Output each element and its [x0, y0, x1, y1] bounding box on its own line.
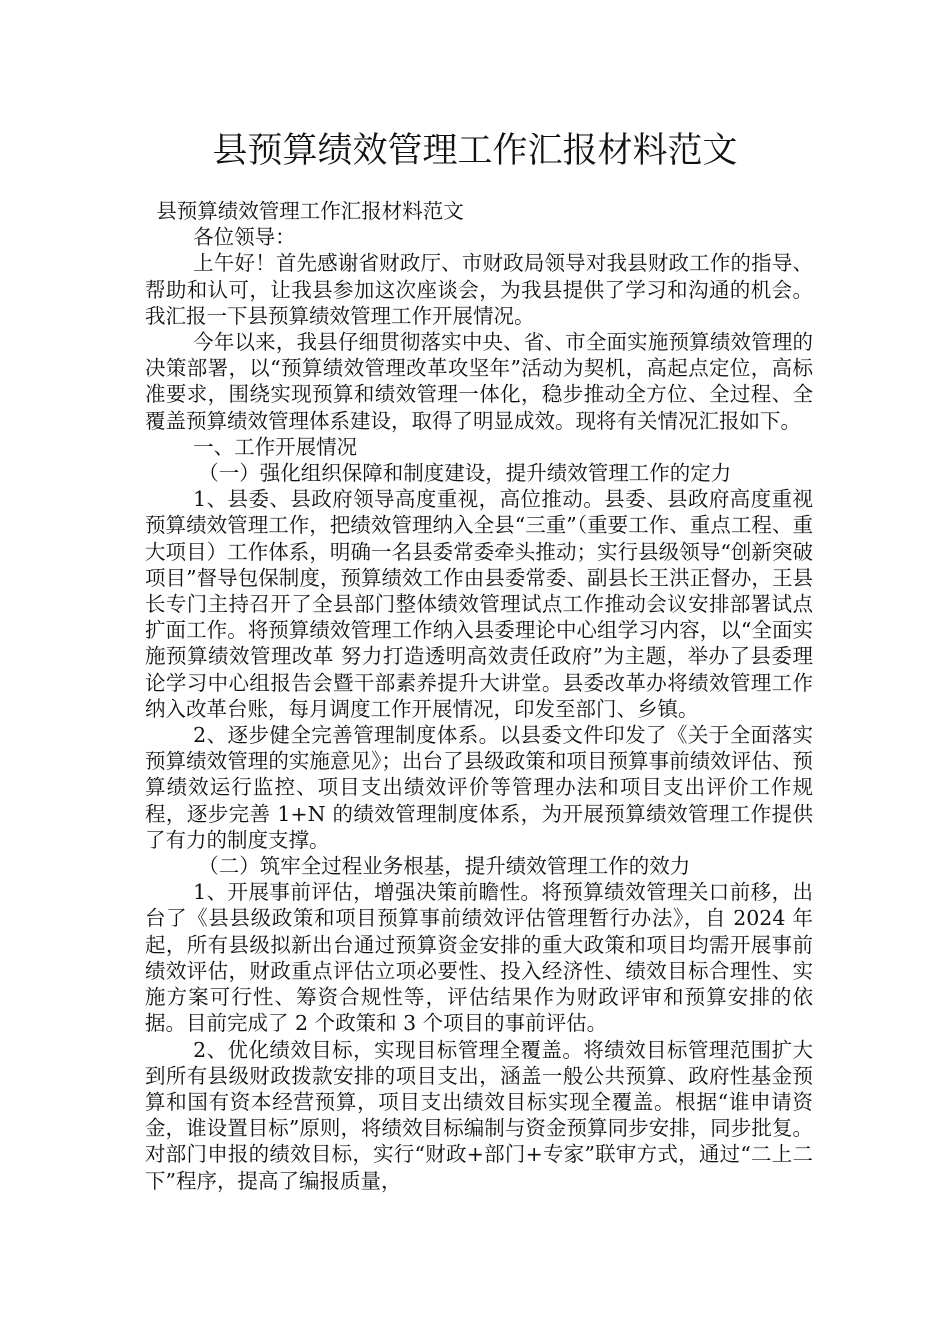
paragraph-leadership: 1、县委、县政府领导高度重视，高位推动。县委、县政府高度重视预算绩效管理工作，把绩效管理纳入全县“三重”（重要工作、重点工程、重大项目）工作体系，明确一名县委常委牵头推动；实行县级领导“创新突破项目”督导包保制度，预算绩效工作由县委常委、副县长王洪正督办，王县长专门主持召开了全县部门整体绩效管理试点工作推动会议安排部署试点扩面工作。将预算绩效管理工作纳入县委理论中心组学习内容，以“全面实施预算绩效管理改革 努力打造透明高效责任政府”为主题，举办了县委理论学习中心组报告会暨干部素养提升大讲堂。县委改革办将绩效管理工作纳入改革台账，每月调度工作开展情况，印发至部门、乡镇。 [145, 487, 813, 721]
document-body [145, 198, 813, 1194]
subsection-heading-process: （二）筑牢全过程业务根基，提升绩效管理工作的效力 [198, 854, 691, 879]
paragraph-intro: 今年以来，我县仔细贯彻落实中央、省、市全面实施预算绩效管理的决策部署，以“预算绩效管理改革攻坚年”活动为契机，高起点定位，高标准要求，围绕实现预算和绩效管理一体化，稳步推动全方位、全过程、全覆盖预算绩效管理体系建设，取得了明显成效。现将有关情况汇报如下。 [145, 330, 813, 433]
paragraph-performance-targets: 2、优化绩效目标，实现目标管理全覆盖。将绩效目标管理范围扩大到所有县级财政拨款安排的项目支出，涵盖一般公共预算、政府性基金预算和国有资本经营预算，项目支出绩效目标实现全覆盖。根据“谁申请资金，谁设置目标”原则，将绩效目标编制与资金预算同步安排，同步批复。对部门申报的绩效目标，实行“财政+部门+专家”联审方式，通过“二上二下”程序，提高了编报质量， [145, 1037, 813, 1193]
page-title: 县预算绩效管理工作汇报材料范文 [212, 131, 738, 171]
document-subtitle: 县预算绩效管理工作汇报材料范文 [156, 199, 464, 223]
paragraph-institutions: 2、逐步健全完善管理制度体系。以县委文件印发了《关于全面落实预算绩效管理的实施意见》；出台了县级政策和项目预算事前绩效评估、预算绩效运行监控、项目支出绩效评价等管理办法和项目支出评价工作规程，逐步完善 1+N 的绩效管理制度体系，为开展预算绩效管理工作提供了有力的制度支撑。 [145, 723, 813, 852]
salutation: 各位领导： [193, 225, 296, 250]
section-heading-work-status: 一、工作开展情况 [193, 434, 358, 459]
paragraph-greeting: 上午好！首先感谢省财政厅、市财政局领导对我县财政工作的指导、帮助和认可，让我县参加这次座谈会，为我县提供了学习和沟通的机会。我汇报一下县预算绩效管理工作开展情况。 [145, 251, 813, 328]
paragraph-pre-assessment: 1、开展事前评估，增强决策前瞻性。将预算绩效管理关口前移，出台了《县县级政策和项目预算事前绩效评估管理暂行办法》，自 2024 年起，所有县级拟新出台通过预算资金安排的重大政策和项目均需开展事前绩效评估，财政重点评估立项必要性、投入经济性、绩效目标合理性、实施方案可行性、筹资合规性等，评估结果作为财政评审和预算安排的依据。目前完成了 2 个政策和 3 个项目的事前评估。 [145, 880, 813, 1036]
subsection-heading-organization: （一）强化组织保障和制度建设，提升绩效管理工作的定力 [198, 461, 732, 486]
